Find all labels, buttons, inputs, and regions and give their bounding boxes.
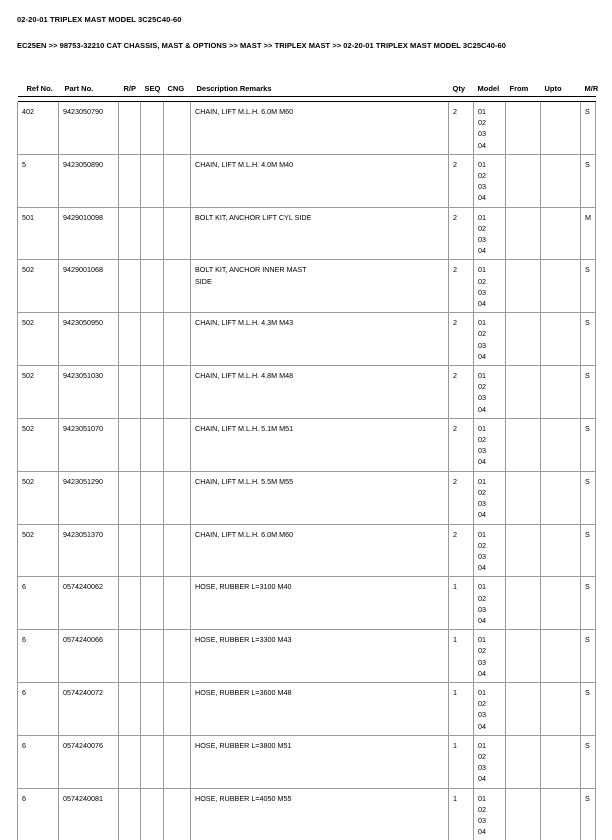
model-code: 04: [478, 827, 486, 837]
model-code: 01: [478, 582, 486, 592]
cell-part-no: 9423051370: [59, 524, 119, 577]
cell-qty: 1: [449, 735, 474, 788]
model-code: 01: [478, 107, 486, 116]
description-line: CHAIN, LIFT M.L.H. 5.5M M55: [195, 476, 294, 486]
model-code: 03: [478, 499, 486, 509]
model-code: 04: [478, 721, 486, 731]
cell-part-no: 0574240076: [59, 735, 119, 788]
cell-upto: [541, 788, 581, 840]
cell-from: [506, 207, 541, 260]
model-code: 01: [478, 159, 486, 169]
cell-cng: [164, 788, 191, 840]
cell-model: [474, 682, 506, 735]
cell-model: [474, 154, 506, 207]
table-row[interactable]: [18, 524, 596, 577]
cell-rp: [119, 313, 141, 366]
cell-model: [474, 313, 506, 366]
cell-seq: [141, 260, 164, 313]
model-code: 04: [478, 299, 486, 309]
model-code: 03: [478, 763, 486, 773]
table-row[interactable]: [18, 366, 596, 419]
table-header: [18, 84, 599, 102]
cell-seq: [141, 682, 164, 735]
cell-from: [506, 260, 541, 313]
cell-model: [474, 366, 506, 419]
cell-from: [506, 366, 541, 419]
cell-rp: [119, 788, 141, 840]
cell-upto: [541, 524, 581, 577]
cell-ref-no: 6: [18, 788, 59, 840]
description-line: HOSE, RUBBER L=3600 M48: [195, 687, 292, 697]
cell-qty: 1: [449, 788, 474, 840]
model-code: 04: [478, 615, 486, 625]
cell-cng: [164, 630, 191, 683]
cell-qty: 1: [449, 630, 474, 683]
model-code: 03: [478, 657, 486, 667]
cell-seq: [141, 524, 164, 577]
cell-rp: [119, 682, 141, 735]
cell-seq: [141, 102, 164, 154]
cell-ref-no: 502: [18, 418, 59, 471]
cell-description: [191, 366, 449, 419]
model-code: 02: [478, 593, 486, 603]
column-header-mr: M/R: [584, 84, 599, 93]
cell-description: [191, 313, 449, 366]
cell-cng: [164, 366, 191, 419]
column-header-upto: Upto: [544, 84, 562, 93]
cell-from: [506, 524, 541, 577]
cell-ref-no: 6: [18, 735, 59, 788]
cell-cng: [164, 735, 191, 788]
table-row[interactable]: [18, 577, 596, 630]
cell-mr: S: [581, 313, 596, 366]
cell-description: [191, 630, 449, 683]
model-code: 04: [478, 668, 486, 678]
model-code: 01: [478, 371, 486, 381]
cell-seq: [141, 630, 164, 683]
table-row[interactable]: [18, 735, 596, 788]
column-header-seq: SEQ: [144, 84, 161, 93]
cell-part-no: 9423051070: [59, 418, 119, 471]
cell-mr: S: [581, 102, 596, 154]
cell-ref-no: 402: [18, 102, 59, 154]
cell-part-no: 9423051290: [59, 471, 119, 524]
cell-seq: [141, 313, 164, 366]
model-code: 02: [478, 276, 486, 286]
cell-description: [191, 788, 449, 840]
model-code: 03: [478, 446, 486, 456]
model-code: 02: [478, 223, 486, 233]
cell-part-no: 0574240066: [59, 630, 119, 683]
cell-from: [506, 577, 541, 630]
model-code: 01: [478, 265, 486, 275]
model-code: 02: [478, 171, 486, 181]
cell-rp: [119, 102, 141, 154]
cell-model: [474, 524, 506, 577]
model-code: 01: [478, 635, 486, 645]
cell-part-no: 9423050890: [59, 154, 119, 207]
model-code: 01: [478, 212, 486, 222]
cell-model: [474, 418, 506, 471]
model-code: 03: [478, 235, 486, 245]
cell-qty: 2: [449, 154, 474, 207]
description-line: CHAIN, LIFT M.L.H. 4.8M M48: [195, 371, 294, 381]
model-code: 01: [478, 793, 486, 803]
cell-cng: [164, 471, 191, 524]
cell-ref-no: 6: [18, 630, 59, 683]
cell-upto: [541, 471, 581, 524]
cell-model: [474, 207, 506, 260]
description-line: CHAIN, LIFT M.L.H. 6.0M M60: [195, 107, 294, 116]
cell-mr: S: [581, 577, 596, 630]
cell-ref-no: 501: [18, 207, 59, 260]
cell-seq: [141, 471, 164, 524]
cell-cng: [164, 682, 191, 735]
cell-rp: [119, 630, 141, 683]
cell-cng: [164, 524, 191, 577]
cell-part-no: 9423051030: [59, 366, 119, 419]
table-row[interactable]: [18, 260, 596, 313]
cell-qty: 2: [449, 366, 474, 419]
cell-ref-no: 502: [18, 260, 59, 313]
model-code: 01: [478, 529, 486, 539]
cell-rp: [119, 735, 141, 788]
model-code: 03: [478, 340, 486, 350]
cell-part-no: 9429010098: [59, 207, 119, 260]
cell-mr: S: [581, 366, 596, 419]
table-row[interactable]: [18, 102, 596, 154]
cell-ref-no: 502: [18, 313, 59, 366]
cell-model: [474, 102, 506, 154]
cell-description: [191, 524, 449, 577]
cell-upto: [541, 735, 581, 788]
cell-rp: [119, 366, 141, 419]
cell-seq: [141, 418, 164, 471]
cell-part-no: 0574240062: [59, 577, 119, 630]
model-code: 02: [478, 435, 486, 445]
model-code: 02: [478, 646, 486, 656]
cell-qty: 2: [449, 102, 474, 154]
model-code: 03: [478, 815, 486, 825]
model-code: 01: [478, 318, 486, 328]
model-code: 03: [478, 710, 486, 720]
table-header-row: [18, 84, 596, 96]
page-title: 02-20-01 TRIPLEX MAST MODEL 3C25C40-60: [17, 15, 182, 24]
cell-from: [506, 313, 541, 366]
cell-model: [474, 260, 506, 313]
cell-description: [191, 735, 449, 788]
cell-upto: [541, 154, 581, 207]
model-code: 03: [478, 393, 486, 403]
cell-ref-no: 502: [18, 524, 59, 577]
column-header-model: Model: [477, 84, 500, 93]
table-row[interactable]: [18, 788, 596, 840]
cell-mr: S: [581, 630, 596, 683]
cell-model: [474, 577, 506, 630]
column-header-ref-no: Ref No.: [26, 84, 53, 93]
cell-mr: S: [581, 154, 596, 207]
cell-ref-no: 502: [18, 471, 59, 524]
model-code: 04: [478, 351, 486, 361]
description-line: HOSE, RUBBER L=3300 M43: [195, 635, 292, 645]
breadcrumb: EC25EN >> 98753-32210 CAT CHASSIS, MAST & OPTIONS >> MAST >> TRIPLEX MAST >> 02-20-01 TRIPLEX MAST MODEL 3C25C40-60: [17, 41, 506, 50]
cell-description: [191, 577, 449, 630]
table-row[interactable]: [18, 630, 596, 683]
parts-table-container: [17, 84, 599, 840]
cell-mr: S: [581, 682, 596, 735]
model-code: 02: [478, 382, 486, 392]
description-line: HOSE, RUBBER L=3800 M51: [195, 740, 292, 750]
model-code: 04: [478, 140, 486, 150]
cell-rp: [119, 207, 141, 260]
table-row[interactable]: [18, 471, 596, 524]
cell-ref-no: 502: [18, 366, 59, 419]
cell-cng: [164, 102, 191, 154]
model-code: 04: [478, 563, 486, 573]
cell-from: [506, 788, 541, 840]
cell-mr: S: [581, 788, 596, 840]
cell-description: [191, 418, 449, 471]
cell-from: [506, 471, 541, 524]
cell-cng: [164, 313, 191, 366]
description-line: CHAIN, LIFT M.L.H. 4.3M M43: [195, 318, 294, 328]
cell-qty: 2: [449, 260, 474, 313]
model-code: 03: [478, 129, 486, 139]
description-line: CHAIN, LIFT M.L.H. 5.1M M51: [195, 423, 294, 433]
model-code: 02: [478, 487, 486, 497]
column-header-cng: CNG: [167, 84, 185, 93]
model-code: 03: [478, 604, 486, 614]
description-line: HOSE, RUBBER L=4050 M55: [195, 793, 292, 803]
table-row[interactable]: [18, 154, 596, 207]
cell-part-no: 9423050790: [59, 102, 119, 154]
cell-upto: [541, 577, 581, 630]
model-code: 02: [478, 804, 486, 814]
cell-cng: [164, 260, 191, 313]
column-header-part-no: Part No.: [64, 84, 94, 93]
cell-upto: [541, 313, 581, 366]
column-header-rp: R/P: [123, 84, 137, 93]
cell-model: [474, 788, 506, 840]
model-code: 04: [478, 774, 486, 784]
cell-part-no: 0574240081: [59, 788, 119, 840]
model-code: 04: [478, 246, 486, 256]
model-code: 03: [478, 551, 486, 561]
cell-mr: S: [581, 260, 596, 313]
cell-part-no: 9429001068: [59, 260, 119, 313]
cell-qty: 1: [449, 577, 474, 630]
table-row[interactable]: [18, 418, 596, 471]
cell-seq: [141, 788, 164, 840]
cell-model: [474, 630, 506, 683]
cell-qty: 1: [449, 682, 474, 735]
cell-rp: [119, 260, 141, 313]
cell-upto: [541, 366, 581, 419]
table-body: [18, 102, 596, 840]
model-code: 03: [478, 182, 486, 192]
cell-upto: [541, 630, 581, 683]
cell-qty: 2: [449, 524, 474, 577]
cell-rp: [119, 524, 141, 577]
cell-from: [506, 682, 541, 735]
cell-seq: [141, 577, 164, 630]
cell-from: [506, 630, 541, 683]
cell-mr: M: [581, 207, 596, 260]
cell-from: [506, 418, 541, 471]
cell-rp: [119, 418, 141, 471]
cell-from: [506, 154, 541, 207]
cell-from: [506, 102, 541, 154]
model-code: 01: [478, 687, 486, 697]
cell-cng: [164, 418, 191, 471]
cell-mr: S: [581, 418, 596, 471]
cell-mr: S: [581, 471, 596, 524]
cell-seq: [141, 207, 164, 260]
model-code: 02: [478, 751, 486, 761]
cell-description: [191, 260, 449, 313]
cell-mr: S: [581, 735, 596, 788]
parts-table: [17, 84, 599, 840]
cell-part-no: 9423050950: [59, 313, 119, 366]
cell-mr: S: [581, 524, 596, 577]
cell-part-no: 0574240072: [59, 682, 119, 735]
description-line: SIDE: [195, 276, 212, 286]
model-code: 02: [478, 118, 486, 128]
cell-cng: [164, 154, 191, 207]
cell-rp: [119, 471, 141, 524]
model-code: 02: [478, 699, 486, 709]
table-row[interactable]: [18, 682, 596, 735]
cell-ref-no: 6: [18, 682, 59, 735]
cell-model: [474, 471, 506, 524]
cell-cng: [164, 207, 191, 260]
cell-seq: [141, 154, 164, 207]
description-line: BOLT KIT, ANCHOR LIFT CYL SIDE: [195, 212, 312, 222]
model-code: 04: [478, 193, 486, 203]
cell-model: [474, 735, 506, 788]
description-line: HOSE, RUBBER L=3100 M40: [195, 582, 292, 592]
cell-qty: 2: [449, 207, 474, 260]
cell-description: [191, 154, 449, 207]
cell-upto: [541, 682, 581, 735]
model-code: 02: [478, 540, 486, 550]
description-line: CHAIN, LIFT M.L.H. 6.0M M60: [195, 529, 294, 539]
column-header-qty: Qty: [452, 84, 466, 93]
cell-description: [191, 207, 449, 260]
cell-qty: 2: [449, 418, 474, 471]
column-header-description: Description Remarks: [196, 84, 272, 93]
cell-cng: [164, 577, 191, 630]
cell-from: [506, 735, 541, 788]
description-line: BOLT KIT, ANCHOR INNER MAST: [195, 265, 307, 275]
cell-ref-no: 5: [18, 154, 59, 207]
model-code: 04: [478, 404, 486, 414]
model-code: 04: [478, 510, 486, 520]
model-code: 02: [478, 329, 486, 339]
cell-rp: [119, 154, 141, 207]
model-code: 01: [478, 476, 486, 486]
cell-description: [191, 682, 449, 735]
cell-description: [191, 102, 449, 154]
cell-seq: [141, 366, 164, 419]
cell-qty: 2: [449, 471, 474, 524]
column-header-from: From: [509, 84, 529, 93]
model-code: 03: [478, 287, 486, 297]
table-row[interactable]: [18, 313, 596, 366]
cell-upto: [541, 207, 581, 260]
cell-rp: [119, 577, 141, 630]
cell-upto: [541, 418, 581, 471]
model-code: 01: [478, 423, 486, 433]
cell-description: [191, 471, 449, 524]
cell-upto: [541, 260, 581, 313]
cell-seq: [141, 735, 164, 788]
description-line: CHAIN, LIFT M.L.H. 4.0M M40: [195, 159, 294, 169]
cell-qty: 2: [449, 313, 474, 366]
model-code: 04: [478, 457, 486, 467]
cell-ref-no: 6: [18, 577, 59, 630]
table-row[interactable]: [18, 207, 596, 260]
model-code: 01: [478, 740, 486, 750]
cell-upto: [541, 102, 581, 154]
